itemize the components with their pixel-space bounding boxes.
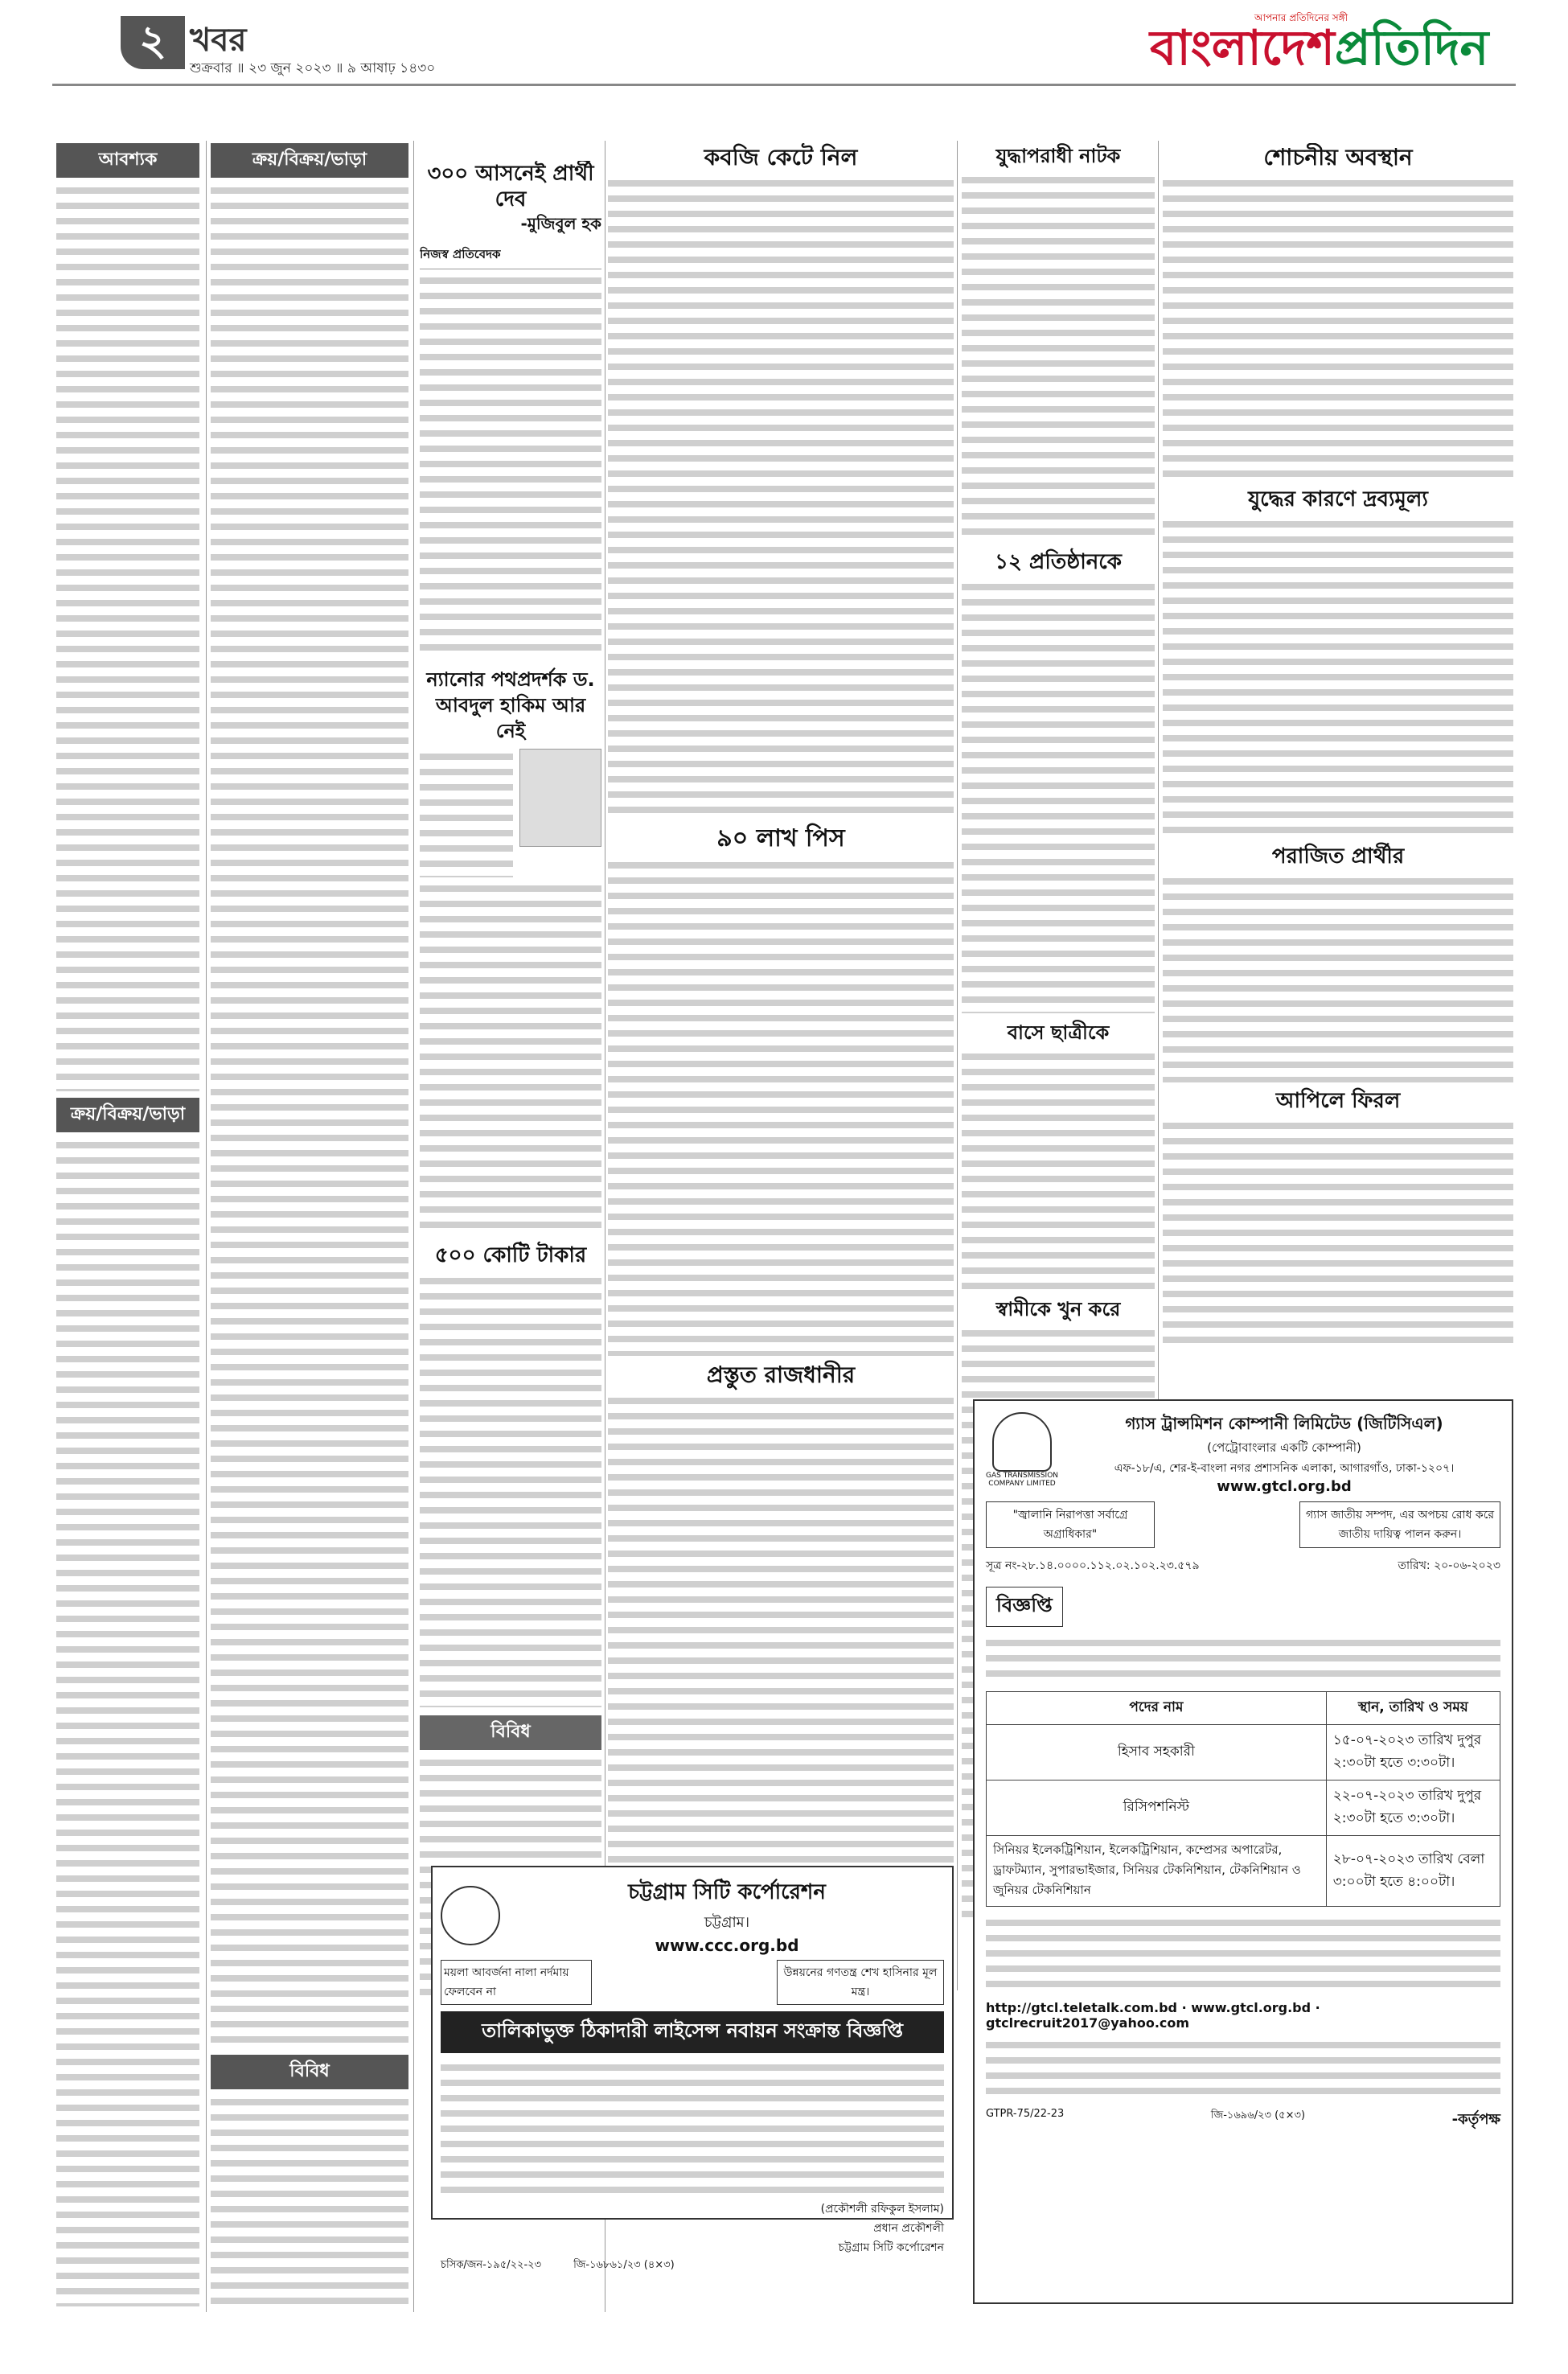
portrait-photo: [519, 749, 601, 847]
page-number: ২: [121, 16, 185, 69]
story-headline[interactable]: আপিলে ফিরল: [1275, 1089, 1401, 1113]
story-headline[interactable]: ৯০ লাখ পিস: [716, 824, 845, 852]
gtcl-body: [986, 1915, 1500, 1995]
gtcl-code-mid: জি-১৬৯৬/২৩ (৫×৩): [1210, 2109, 1306, 2121]
story-headline[interactable]: ৫০০ কোটি টাকার: [434, 1243, 587, 1267]
gtcl-url[interactable]: www.gtcl.org.bd: [1217, 1478, 1352, 1495]
story-body: [1163, 175, 1513, 481]
gtcl-heading: বিজ্ঞপ্তি: [986, 1587, 1063, 1627]
story-headline[interactable]: যুদ্ধাপরাধী নাটক: [995, 145, 1121, 167]
column-divider: [957, 141, 958, 1990]
gtcl-sign: -কর্তৃপক্ষ: [1451, 2111, 1500, 2128]
gtcl-schedule-table: [986, 1691, 1500, 1907]
story-body: [608, 857, 954, 1356]
story-headline[interactable]: স্বামীকে খুন করে: [995, 1298, 1121, 1320]
gtcl-body: [986, 2037, 1500, 2101]
ccc-title: চট্টগ্রাম সিটি কর্পোরেশন: [628, 1880, 826, 1904]
story-body: [420, 1273, 601, 1707]
classifieds-column-1: [56, 143, 199, 2306]
story-body: [962, 172, 1155, 542]
ccc-headline: তালিকাভুক্ত ঠিকাদারী লাইসেন্স নবায়ন সংক্রান্ত বিজ্ঞপ্তি: [441, 2011, 944, 2053]
gtcl-code-left: GTPR-75/22-23: [986, 2108, 1065, 2120]
story-headline[interactable]: পরাজিত প্রার্থীর: [1271, 844, 1405, 869]
table-cell: রিসিপশনিস্ট: [987, 1780, 1327, 1836]
classified-text-block: [56, 1137, 199, 2306]
column-divider: [413, 141, 414, 2312]
table-cell: ২২-০৭-২০২৩ তারিখ দুপুর ২:৩০টা হতে ৩:৩০টা।: [1326, 1780, 1500, 1836]
logo-tagline: আপনার প্রতিদিনের সঙ্গী: [1254, 12, 1348, 23]
gtcl-link-site[interactable]: www.gtcl.org.bd: [1191, 2000, 1311, 2015]
table-header-cell: পদের নাম: [987, 1692, 1327, 1725]
story-body: [420, 749, 513, 877]
classified-section-header: ক্রয়/বিক্রয়/ভাড়া: [56, 1098, 199, 1132]
table-row: [987, 1725, 1500, 1780]
ccc-code-mid: জি-১৬৮৬১/২৩ (৪×৩): [573, 2259, 675, 2271]
gtcl-link-teletalk[interactable]: http://gtcl.teletalk.com.bd: [986, 2000, 1177, 2015]
column-divider: [206, 141, 207, 2312]
logo-part-1: বাংলাদেশ: [1150, 20, 1335, 76]
ccc-city: চট্টগ্রাম।: [704, 1914, 750, 1931]
table-row: [987, 1836, 1500, 1907]
ccc-sign-name: (প্রকৌশলী রফিকুল ইসলাম): [820, 2203, 944, 2216]
ccc-sign-org: চট্টগ্রাম সিটি কর্পোরেশন: [838, 2241, 944, 2254]
story-headline[interactable]: ৩০০ আসনেই প্রার্থী দেব: [427, 162, 594, 212]
story-headline[interactable]: ন্যানোর পথপ্রদর্শক ড. আবদুল হাকিম আর নেই: [426, 668, 595, 742]
story-body: [962, 579, 1155, 1013]
gtcl-subtitle: (পেট্রোবাংলার একটি কোম্পানী): [1207, 1440, 1361, 1455]
stories-column-3: [420, 161, 601, 2011]
masthead-rule: [52, 84, 1516, 86]
gtcl-slogan-left: "জ্বালানি নিরাপত্তা সর্বাগ্রে অগ্রাধিকার": [986, 1501, 1155, 1548]
ccc-body: [441, 2060, 944, 2196]
stories-column-7: [1163, 143, 1513, 1366]
classified-section-header: বিবিধ: [211, 2055, 408, 2089]
gtcl-title: গ্যাস ট্রান্সমিশন কোম্পানী লিমিটেড (জিটিসিএল): [1125, 1414, 1443, 1433]
classified-section-header: আবশ্যক: [56, 143, 199, 178]
ccc-slogan-right: উন্নয়নের গণতন্ত্র শেখ হাসিনার মূল মন্ত্র।: [777, 1960, 944, 2005]
table-cell: ১৫-০৭-২০২৩ তারিখ দুপুর ২:৩০টা হতে ৩:৩০টা।: [1326, 1725, 1500, 1780]
story-body: [608, 175, 954, 819]
ccc-slogan-left: ময়লা আবর্জনা নালা নর্দমায় ফেলবেন না: [441, 1960, 592, 2005]
classifieds-column-2: [211, 143, 408, 2306]
gtcl-slogan-right: গ্যাস জাতীয় সম্পদ, এর অপচয় রোধ করে জাতীয় দায়িত্ব পালন করুন।: [1299, 1501, 1500, 1548]
gtcl-memo: সূত্র নং-২৮.১৪.০০০০.১১২.০২.১০২.২৩.৫৭৯: [986, 1559, 1200, 1572]
logo-part-2: প্রতিদিন: [1334, 20, 1489, 76]
dateline: শুক্রবার ॥ ২৩ জুন ২০২৩ ॥ ৯ আষাঢ় ১৪৩০: [190, 60, 436, 76]
ccc-url[interactable]: www.ccc.org.bd: [655, 1936, 799, 1955]
gtcl-intro: [986, 1635, 1500, 1683]
story-body: [1163, 1118, 1513, 1343]
story-headline[interactable]: ১২ প্রতিষ্ঠানকে: [995, 550, 1122, 574]
story-body: [1163, 873, 1513, 1082]
story-headline[interactable]: শোচনীয় অবস্থান: [1263, 144, 1413, 170]
story-body: [1163, 516, 1513, 838]
story-headline[interactable]: বাসে ছাত্রীকে: [1007, 1021, 1110, 1044]
ccc-notice-ad: [431, 1866, 954, 2271]
ccc-sign-title: প্রধান প্রকৌশলী: [873, 2222, 944, 2235]
story-byline: নিজস্ব প্রতিবেদক: [420, 245, 601, 269]
story-headline[interactable]: কবজি কেটে নিল: [704, 144, 858, 170]
table-row: [987, 1780, 1500, 1836]
gtcl-notice-ad: GAS TRANSMISSION COMPANY LIMITED গ্যাস ট্রান্সমিশন কোম্পানী লিমিটেড (জিটিসিএল) (পেট্রোবাংলার একটি কোম্পানী) এফ-১৮/এ, শের-ই-বাংলা নগর প্রশাসনিক এলাকা, আগারগাঁও, ঢাকা-১২০৭। www.gtcl.org.bd "জ্বালানি নিরাপত্তা সর্বাগ্রে অগ্রাধিকার" গ্যাস জাতীয় সম্পদ, এর অপচয় রোধ করে জাতীয় দায়িত্ব পালন করুন। সূত্র নং-২৮.১৪.০০০০.১১২.০২.১০২.২৩.৫৭৯ তারিখ: ২০-০৬-২০২৩ বিজ্ঞপ্তি পদের নাম স্থান, তারিখ ও সময় হিসাব সহকারী ১৫-০৭-২০২৩ তারিখ দুপুর ২:৩০টা হতে ৩:৩০টা। রিসিপশনিস্ট ২২-০৭-২০২৩ তারিখ দুপুর ২:৩০টা হতে ৩:৩০টা। সিনিয়র ইলেকট্রিশিয়ান, ইলেকট্রিশিয়ান, কম্প্রেসর অপারেটর, ড্রাফটম্যান, সুপারভাইজার, সিনিয়র টেকনিশিয়ান, টেকনিশিয়ান ও জুনিয়র টেকনিশিয়ান ২৮-০৭-২০২৩ তারিখ বেলা ৩:০০টা হতে ৪:০০টা। http://gtcl.teletalk.com.bd · www.gtcl.org.bd · gtclrecruit2017@yahoo.com GTPR-75/22-23 জি-১৬৯৬/২৩ (৫×৩) -কর্তৃপক্ষ: [973, 1399, 1513, 2304]
gtcl-email[interactable]: gtclrecruit2017@yahoo.com: [986, 2015, 1190, 2031]
table-cell: সিনিয়র ইলেকট্রিশিয়ান, ইলেকট্রিশিয়ান, কম্প্রেসর অপারেটর, ড্রাফটম্যান, সুপারভাইজার, সিনিয়র টেকনিশিয়ান, টেকনিশিয়ান ও জুনিয়র টেকনিশিয়ান: [987, 1836, 1327, 1907]
table-cell: ২৮-০৭-২০২৩ তারিখ বেলা ৩:০০টা হতে ৪:০০টা।: [1326, 1836, 1500, 1907]
classified-text-block: [56, 183, 199, 1091]
gtcl-address: এফ-১৮/এ, শের-ই-বাংলা নগর প্রশাসনিক এলাকা, আগারগাঁও, ঢাকা-১২০৭।: [1114, 1462, 1455, 1475]
classified-text-block: [211, 2094, 408, 2306]
story-headline[interactable]: যুদ্ধের কারণে দ্রব্যমূল্য: [1248, 487, 1428, 511]
story-body: [962, 1049, 1155, 1290]
table-header-cell: স্থান, তারিখ ও সময়: [1326, 1692, 1500, 1725]
classified-section-header: বিবিধ: [420, 1715, 601, 1750]
ccc-code-left: চসিক/জন-১৯৫/২২-২৩: [441, 2259, 542, 2271]
story-body: [420, 273, 601, 659]
newspaper-logo[interactable]: [1150, 20, 1489, 76]
ccc-logo-icon: [441, 1886, 500, 1945]
table-cell: হিসাব সহকারী: [987, 1725, 1327, 1780]
story-headline[interactable]: প্রস্তুত রাজধানীর: [706, 1362, 856, 1388]
gtcl-logo-icon: [992, 1412, 1052, 1472]
classified-text-block: [211, 183, 408, 2048]
story-subtitle: -মুজিবুল হক: [520, 214, 601, 233]
gtcl-logo-caption: GAS TRANSMISSION COMPANY LIMITED: [986, 1472, 1059, 1488]
gtcl-date: তারিখ: ২০-০৬-২০২৩: [1398, 1559, 1500, 1572]
section-title: খবর: [190, 22, 247, 59]
stories-column-4: [608, 143, 954, 1985]
story-body: [420, 881, 601, 1234]
classified-section-header: ক্রয়/বিক্রয়/ভাড়া: [211, 143, 408, 178]
